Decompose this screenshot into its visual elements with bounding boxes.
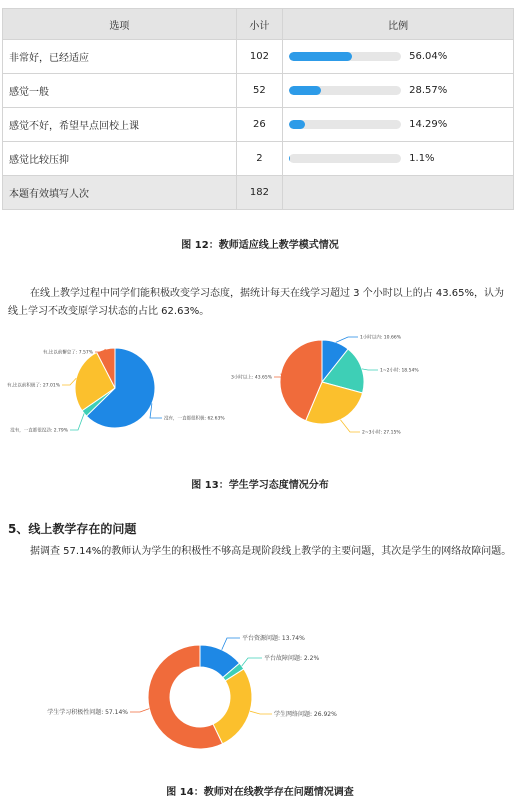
study-hours-pie-chart [200, 330, 520, 465]
slice-label: 平台资源问题: 13.74% [242, 635, 305, 643]
ratio-percent: 56.04% [409, 51, 448, 62]
slice-leader-line [362, 369, 378, 370]
total-count: 182 [236, 176, 282, 210]
slice-label: 没有，一直都很没劲: 2.79% [10, 428, 68, 434]
ratio-bar-fill [289, 86, 321, 95]
figure-caption-12: 图 12：教师适应线上教学模式情况 [181, 240, 339, 251]
figure-caption-14: 图 14：教师对在线教学存在问题情况调查 [166, 787, 354, 798]
teaching-problems-donut-chart [0, 620, 520, 780]
row-option: 感觉比较压抑 [3, 142, 237, 176]
slice-label: 平台故障问题: 2.2% [264, 655, 320, 663]
paragraph-problems: 据调查 57.14%的教师认为学生的积极性不够高是现阶段线上教学的主要问题，其次是学生的网络故障问题。 [30, 546, 512, 557]
slice-label: 2~3小时: 27.15% [362, 430, 401, 436]
pie-slice [213, 669, 252, 744]
slice-leader-line [250, 711, 272, 714]
row-count: 2 [236, 142, 282, 176]
slice-label: 1~2小时: 18.54% [380, 368, 419, 374]
slice-leader-line [340, 420, 360, 432]
row-count: 102 [236, 40, 282, 74]
ratio-bar-fill [289, 154, 290, 163]
slice-label: 1小时以内: 10.66% [360, 335, 401, 341]
survey-table [2, 8, 514, 210]
row-option: 感觉一般 [3, 74, 237, 108]
header-option: 选项 [3, 9, 237, 40]
total-label: 本题有效填写人次 [3, 176, 237, 210]
slice-label: 有,比以前懈怠了: 7.57% [42, 350, 93, 356]
row-count: 52 [236, 74, 282, 108]
section-heading: 5、线上教学存在的问题 [8, 522, 137, 536]
ratio-bar [289, 120, 401, 129]
slice-leader-line [222, 638, 240, 650]
row-option: 感觉不好，希望早点回校上课 [3, 108, 237, 142]
row-ratio [283, 40, 514, 74]
ratio-bar-fill [289, 120, 305, 129]
ratio-bar [289, 154, 401, 163]
ratio-percent: 14.29% [409, 119, 448, 130]
slice-leader-line [336, 337, 358, 342]
slice-label: 没有，一直都很积极: 62.63% [164, 416, 225, 422]
ratio-bar [289, 86, 401, 95]
slice-label: 学生学习积极性问题: 57.14% [47, 709, 128, 717]
slice-leader-line [242, 658, 262, 666]
header-ratio: 比例 [283, 9, 514, 40]
table-row [3, 108, 514, 142]
slice-leader-line [70, 413, 84, 430]
slice-leader-line [62, 378, 76, 385]
header-count: 小计 [236, 9, 282, 40]
paragraph-attitude: 在线上教学过程中同学们能积极改变学习态度，据统计每天在线学习超过 3 个小时以上的占 43.65%，认为线上学习不改变原学习状态的占比 62.63%。 [8, 288, 505, 317]
table-row [3, 74, 514, 108]
row-count: 26 [236, 108, 282, 142]
slice-label: 学生网络问题: 26.92% [274, 711, 337, 719]
row-ratio [283, 74, 514, 108]
ratio-percent: 28.57% [409, 85, 448, 96]
total-ratio-empty [283, 176, 514, 210]
slice-label: 3小时以上: 43.65% [231, 375, 272, 381]
table-header-row [3, 9, 514, 40]
table-row [3, 142, 514, 176]
table-total-row [3, 176, 514, 210]
row-ratio [283, 108, 514, 142]
ratio-bar-fill [289, 52, 352, 61]
slice-leader-line [150, 403, 162, 418]
row-ratio [283, 142, 514, 176]
figure-caption-13: 图 13：学生学习态度情况分布 [191, 480, 329, 491]
row-option: 非常好，已经适应 [3, 40, 237, 74]
slice-leader-line [130, 709, 149, 712]
slice-label: 有,比以前积极了: 27.01% [6, 383, 60, 389]
table-row [3, 40, 514, 74]
ratio-percent: 1.1% [409, 153, 435, 164]
ratio-bar [289, 52, 401, 61]
